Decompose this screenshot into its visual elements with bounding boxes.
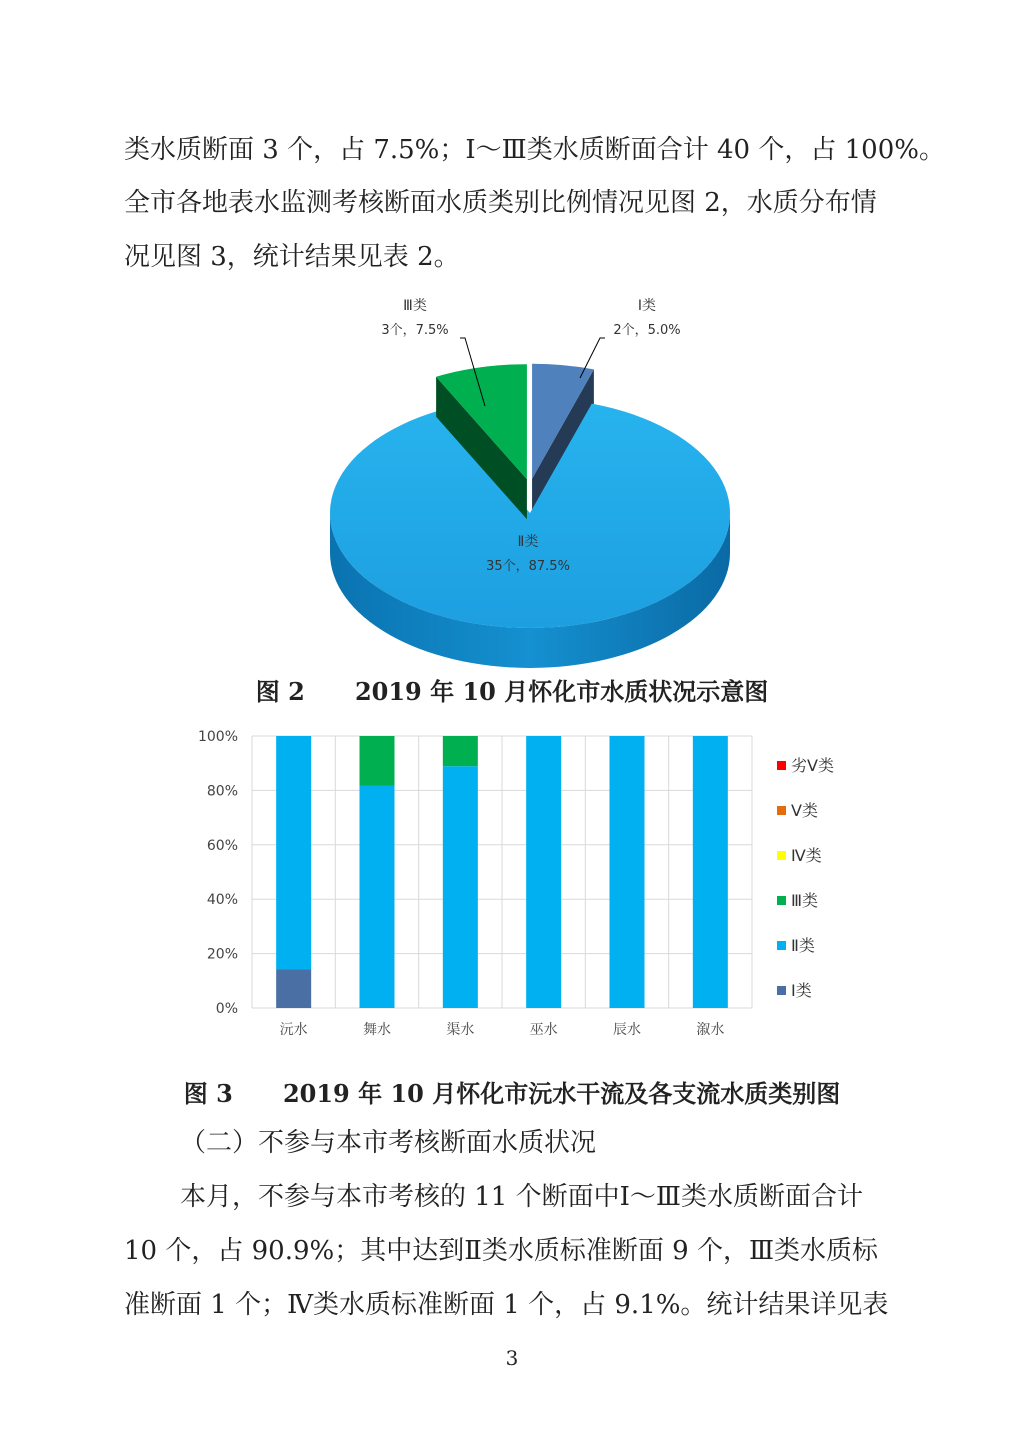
legend-swatch-Ⅱ类 <box>777 941 786 950</box>
pie-label-name-Ⅲ类: Ⅲ类 <box>403 298 427 314</box>
bar-segment-沅水-Ⅰ类 <box>276 969 311 1008</box>
bar-y-tick-label: 20% <box>206 946 238 963</box>
pie-label-value-Ⅱ类: 35个，87.5% <box>486 559 570 574</box>
figure-2-caption: 图 2 2019 年 10 月怀化市水质状况示意图 <box>255 677 769 706</box>
legend-label-Ⅲ类: Ⅲ类 <box>791 891 819 910</box>
bar-y-tick-label: 60% <box>206 837 238 854</box>
bar-segment-渠水-Ⅲ类 <box>443 736 478 766</box>
bar-x-tick-label: 渠水 <box>446 1022 475 1038</box>
legend-label-Ⅳ类: Ⅳ类 <box>791 846 822 865</box>
pie-slice-Ⅱ类 <box>330 404 730 628</box>
pie-label-value-Ⅲ类: 3个，7.5% <box>381 323 449 338</box>
paragraph-line-5: 10 个，占 90.9%；其中达到Ⅱ类水质标准断面 9 个，Ⅲ类水质标 <box>124 1236 879 1266</box>
bar-x-tick-label: 舞水 <box>363 1022 391 1038</box>
bar-segment-舞水-Ⅱ类 <box>360 786 395 1008</box>
legend-label-Ⅱ类: Ⅱ类 <box>791 936 815 955</box>
legend-swatch-Ⅳ类 <box>777 851 786 860</box>
legend-swatch-Ⅲ类 <box>777 896 786 905</box>
bar-x-tick-label: 辰水 <box>613 1022 641 1038</box>
section-heading: （二）不参与本市考核断面水质状况 <box>180 1128 597 1158</box>
legend-label-Ⅰ类: Ⅰ类 <box>791 981 812 1000</box>
page-number: 3 <box>505 1346 519 1370</box>
bar-segment-溆水-Ⅱ类 <box>693 736 728 1008</box>
bar-x-tick-label: 巫水 <box>529 1022 558 1038</box>
river-water-quality-bar-chart <box>180 722 880 1052</box>
bar-x-tick-label: 溆水 <box>696 1022 725 1038</box>
bar-y-tick-label: 0% <box>215 1001 238 1017</box>
bar-segment-巫水-Ⅱ类 <box>526 736 561 1008</box>
paragraph-line-4: 本月，不参与本市考核的 11 个断面中Ⅰ～Ⅲ类水质断面合计 <box>180 1182 863 1212</box>
pie-label-value-Ⅰ类: 2个，5.0% <box>613 323 681 338</box>
pie-label-name-Ⅰ类: Ⅰ类 <box>637 298 657 314</box>
paragraph-line-3: 况见图 3，统计结果见表 2。 <box>124 242 460 272</box>
bar-segment-辰水-Ⅱ类 <box>610 736 645 1008</box>
water-quality-pie-chart <box>300 288 760 668</box>
legend-swatch-Ⅴ类 <box>777 806 786 815</box>
pie-label-name-Ⅱ类: Ⅱ类 <box>517 534 539 550</box>
paragraph-line-2: 全市各地表水监测考核断面水质类别比例情况见图 2，水质分布情 <box>124 188 877 218</box>
legend-label-劣Ⅴ类: 劣Ⅴ类 <box>791 756 834 775</box>
bar-segment-渠水-Ⅱ类 <box>443 766 478 1008</box>
legend-swatch-劣Ⅴ类 <box>777 761 786 770</box>
bar-segment-沅水-Ⅱ类 <box>276 736 311 969</box>
figure-3-caption: 图 3 2019 年 10 月怀化市沅水干流及各支流水质类别图 <box>183 1079 841 1108</box>
bar-segment-舞水-Ⅲ类 <box>360 736 395 786</box>
bar-y-tick-label: 40% <box>206 892 238 909</box>
bar-y-tick-label: 100% <box>197 729 238 745</box>
paragraph-line-1: 类水质断面 3 个，占 7.5%；Ⅰ～Ⅲ类水质断面合计 40 个，占 100%。 <box>124 135 945 165</box>
paragraph-line-6: 准断面 1 个；Ⅳ类水质标准断面 1 个，占 9.1%。统计结果详见表 <box>124 1290 889 1320</box>
legend-swatch-Ⅰ类 <box>777 986 786 995</box>
legend-label-Ⅴ类: Ⅴ类 <box>791 801 818 820</box>
bar-x-tick-label: 沅水 <box>279 1022 308 1038</box>
bar-y-tick-label: 80% <box>206 783 238 800</box>
